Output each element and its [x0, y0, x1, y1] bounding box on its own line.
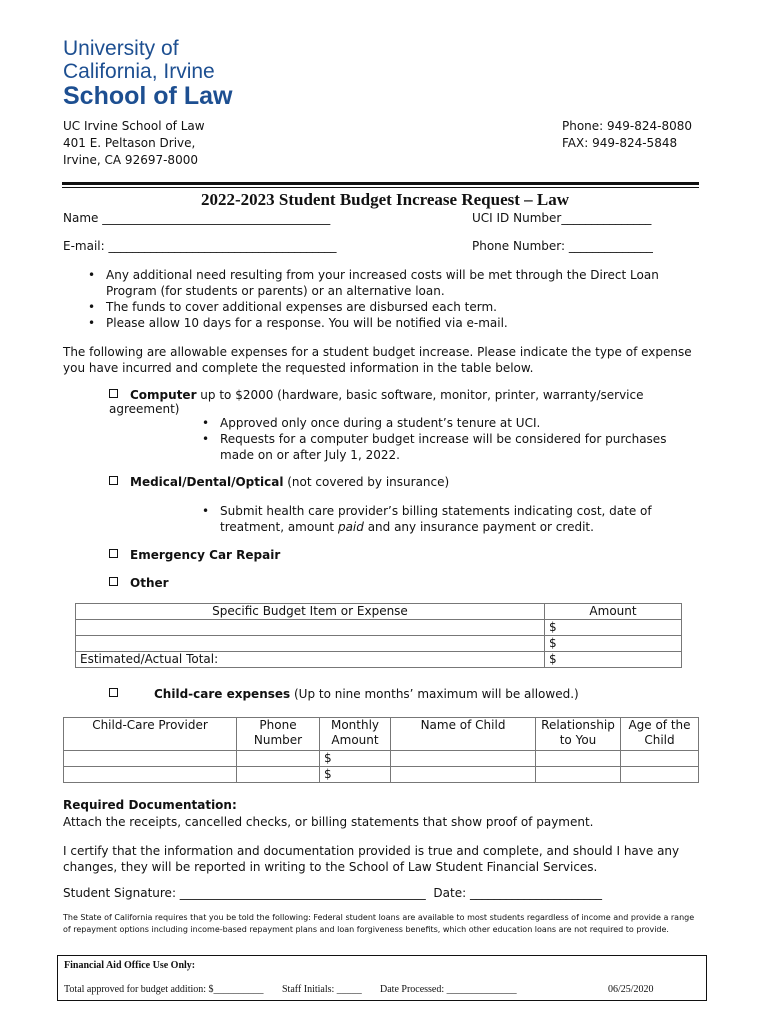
header-line: Name of Child: [420, 718, 506, 732]
medical-bullets: [200, 503, 690, 535]
required-documentation-heading: Required Documentation:: [63, 798, 237, 812]
table-cell[interactable]: $: [545, 620, 682, 636]
column-header: [391, 718, 536, 751]
table-row[interactable]: [76, 652, 682, 668]
emergency-car-label: Emergency Car Repair: [130, 548, 281, 562]
childcare-checkbox[interactable]: [109, 688, 118, 697]
table-cell[interactable]: [64, 767, 237, 783]
other-option[interactable]: [109, 576, 169, 590]
computer-description: up to $2000 (hardware, basic software, monitor, printer, warranty/service agreement): [109, 388, 644, 416]
table-cell: Estimated/Actual Total:: [76, 652, 545, 668]
form-title: 2022-2023 Student Budget Increase Request – Law: [200, 190, 570, 209]
table-cell[interactable]: [536, 751, 621, 767]
table-header-row: [76, 604, 682, 620]
header-line: Child-Care Provider: [92, 718, 208, 732]
list-item: • Please allow 10 days for a response. You will be notified via e-mail.: [86, 315, 696, 331]
address-line: Irvine, CA 92697-8000: [63, 153, 198, 167]
column-header: [621, 718, 699, 751]
column-header: [64, 718, 237, 751]
school-contact: [562, 118, 692, 152]
childcare-label: Child-care expenses: [154, 687, 291, 701]
header-line: Number: [253, 733, 303, 747]
table-cell[interactable]: [536, 767, 621, 783]
signature-line[interactable]: Student Signature: _________________________________________ Date: ______________________: [63, 886, 602, 900]
table-cell[interactable]: [64, 751, 237, 767]
table-cell[interactable]: [391, 767, 536, 783]
header-rule-thin: [62, 187, 699, 188]
fax-number: FAX: 949-824-5848: [562, 136, 678, 150]
list-item: • Requests for a computer budget increase will be considered for purchases made on or after July 1, 2022.: [200, 431, 690, 463]
column-header: [536, 718, 621, 751]
intro-bullets: [86, 267, 696, 331]
computer-label: Computer: [130, 388, 197, 402]
table-row[interactable]: [64, 751, 699, 767]
logo-line-california-irvine: California, Irvine: [63, 60, 215, 83]
table-cell[interactable]: [76, 636, 545, 652]
computer-checkbox[interactable]: [109, 389, 118, 398]
medical-description: (not covered by insurance): [283, 475, 450, 489]
header-line: Age of the: [628, 718, 691, 732]
table-cell[interactable]: [391, 751, 536, 767]
state-disclosure: The State of California requires that you be told the following: Federal student loans are available to most students regardless of income and provide a range of repayment options including income-based repayment plans and loan forgiveness benefits, which other education loans are not required to provide.: [63, 913, 695, 934]
medical-bullet-text: Submit health care provider’s billing statements indicating cost, date of treatment, amount: [220, 504, 652, 534]
table-cell[interactable]: $: [320, 751, 391, 767]
table-cell[interactable]: [621, 767, 699, 783]
office-use-heading: Financial Aid Office Use Only:: [64, 960, 196, 971]
header-rule: [62, 182, 699, 185]
medical-label: Medical/Dental/Optical: [130, 475, 284, 489]
total-approved-field[interactable]: Total approved for budget addition: $__________: [64, 984, 264, 995]
required-documentation-text: Attach the receipts, cancelled checks, or billing statements that show proof of payment.: [63, 815, 594, 829]
table-row[interactable]: [76, 620, 682, 636]
table-cell[interactable]: $: [320, 767, 391, 783]
header-line: Monthly: [330, 718, 380, 732]
computer-option[interactable]: [109, 388, 709, 416]
header-line: Amount: [331, 733, 379, 747]
childcare-description: (Up to nine months’ maximum will be allowed.): [290, 687, 579, 701]
column-header: [237, 718, 320, 751]
computer-bullets: [200, 415, 690, 463]
list-item: • Approved only once during a student’s tenure at UCI.: [200, 415, 690, 431]
other-checkbox[interactable]: [109, 577, 118, 586]
office-use-box: [57, 955, 707, 1001]
table-cell[interactable]: [237, 751, 320, 767]
phone-number: Phone: 949-824-8080: [562, 119, 693, 133]
uci-id-field[interactable]: UCI ID Number_______________: [472, 211, 652, 225]
table-cell[interactable]: [621, 751, 699, 767]
name-field[interactable]: Name ______________________________________: [63, 211, 331, 225]
table-row[interactable]: [76, 636, 682, 652]
school-address: [63, 118, 205, 169]
table-row[interactable]: [64, 767, 699, 783]
date-processed-field[interactable]: Date Processed: ______________: [380, 984, 517, 995]
phone-field[interactable]: Phone Number: ______________: [472, 239, 653, 253]
column-header: [320, 718, 391, 751]
header-line: Relationship: [541, 718, 615, 732]
email-field[interactable]: E-mail: ______________________________________: [63, 239, 337, 253]
table-header-row: [64, 718, 699, 751]
header-line: Phone: [259, 718, 297, 732]
table-cell[interactable]: $: [545, 636, 682, 652]
logo-line-university: University of: [63, 37, 179, 60]
table-cell[interactable]: [237, 767, 320, 783]
budget-table: [75, 603, 682, 668]
address-line: 401 E. Peltason Drive,: [63, 136, 196, 150]
list-item: [200, 503, 690, 535]
emergency-car-option[interactable]: [109, 548, 280, 562]
childcare-table: [63, 717, 699, 783]
staff-initials-field[interactable]: Staff Initials: _____: [282, 984, 362, 995]
medical-option[interactable]: [109, 475, 709, 489]
header-line: to You: [559, 733, 597, 747]
header-line: Child: [644, 733, 675, 747]
childcare-option[interactable]: [109, 687, 709, 701]
other-label: Other: [130, 576, 169, 590]
medical-checkbox[interactable]: [109, 476, 118, 485]
column-header: Specific Budget Item or Expense: [76, 604, 545, 620]
table-cell[interactable]: [76, 620, 545, 636]
medical-bullet-text-end: and any insurance payment or credit.: [363, 520, 594, 534]
list-item: • Any additional need resulting from your increased costs will be met through the Direct Loan Program (for students or parents) or an alternative loan.: [86, 267, 696, 299]
medical-bullet-emphasis: paid: [337, 520, 364, 534]
emergency-car-checkbox[interactable]: [109, 549, 118, 558]
address-line: UC Irvine School of Law: [63, 119, 205, 133]
allowable-expenses-text: The following are allowable expenses for a student budget increase. Please indicate the type of expense you have incurred and complete the requested information in the table below.: [63, 345, 692, 375]
logo-line-school-of-law: School of Law: [63, 82, 233, 110]
form-revision-date: 06/25/2020: [608, 984, 654, 995]
list-item: • The funds to cover additional expenses are disbursed each term.: [86, 299, 696, 315]
table-cell[interactable]: $: [545, 652, 682, 668]
certification-statement: I certify that the information and documentation provided is true and complete, and should I have any changes, they will be reported in writing to the School of Law Student Financial Services.: [63, 844, 680, 874]
column-header: Amount: [545, 604, 682, 620]
